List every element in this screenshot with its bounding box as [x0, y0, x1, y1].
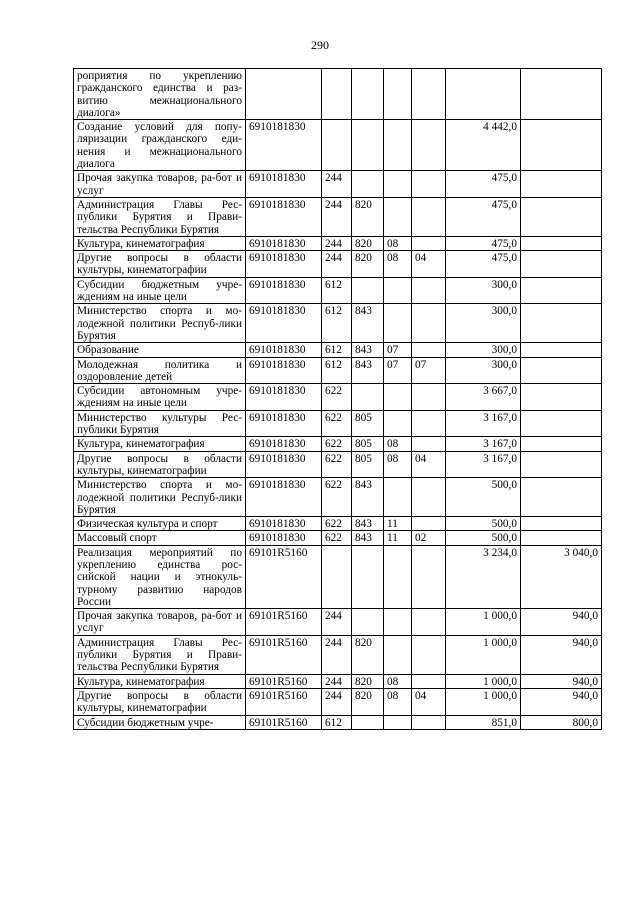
- cell-target-code: 6910181830: [246, 384, 322, 411]
- cell-department: 805: [352, 451, 384, 478]
- cell-name: Прочая закупка товаров, ра-бот и услуг: [74, 609, 246, 636]
- cell-subsection: [412, 384, 446, 411]
- cell-name: Образование: [74, 343, 246, 357]
- cell-sum-2: [521, 451, 602, 478]
- cell-section: 11: [384, 531, 412, 545]
- cell-target-code: 69101R5160: [246, 545, 322, 608]
- cell-sum-2: [521, 531, 602, 545]
- table-row: [74, 688, 602, 715]
- cell-expense-type: 622: [322, 451, 352, 478]
- cell-sum-2: [521, 197, 602, 236]
- table-row: [74, 545, 602, 608]
- cell-name: Прочая закупка товаров, ра-бот и услуг: [74, 171, 246, 198]
- cell-target-code: 6910181830: [246, 451, 322, 478]
- cell-target-code: 6910181830: [246, 437, 322, 451]
- cell-expense-type: 244: [322, 609, 352, 636]
- cell-subsection: [412, 674, 446, 688]
- cell-department: [352, 120, 384, 171]
- cell-expense-type: 612: [322, 304, 352, 343]
- cell-target-code: 69101R5160: [246, 635, 322, 674]
- cell-subsection: 04: [412, 451, 446, 478]
- cell-section: [384, 478, 412, 517]
- cell-subsection: [412, 635, 446, 674]
- cell-subsection: [412, 343, 446, 357]
- cell-sum-2: [521, 171, 602, 198]
- cell-sum-2: [521, 517, 602, 531]
- cell-section: 08: [384, 451, 412, 478]
- cell-name: Культура, кинематография: [74, 674, 246, 688]
- cell-name: Другие вопросы в области культуры, кинематографии: [74, 451, 246, 478]
- cell-sum-1: 4 442,0: [446, 120, 521, 171]
- cell-expense-type: 244: [322, 197, 352, 236]
- cell-target-code: 69101R5160: [246, 688, 322, 715]
- cell-sum-1: 1 000,0: [446, 609, 521, 636]
- cell-department: [352, 277, 384, 304]
- cell-subsection: [412, 69, 446, 120]
- cell-sum-1: 475,0: [446, 236, 521, 250]
- cell-section: 07: [384, 357, 412, 384]
- cell-sum-2: 940,0: [521, 635, 602, 674]
- cell-target-code: 69101R5160: [246, 674, 322, 688]
- cell-target-code: 6910181830: [246, 531, 322, 545]
- cell-name: Министерство спорта и мо-лодежной политики Респуб-лики Бурятия: [74, 478, 246, 517]
- cell-expense-type: 612: [322, 277, 352, 304]
- cell-subsection: [412, 437, 446, 451]
- cell-section: 08: [384, 688, 412, 715]
- cell-target-code: 6910181830: [246, 197, 322, 236]
- cell-sum-2: [521, 478, 602, 517]
- cell-subsection: 07: [412, 357, 446, 384]
- table-row: [74, 277, 602, 304]
- table-row: [74, 437, 602, 451]
- table-row: [74, 715, 602, 729]
- cell-subsection: [412, 715, 446, 729]
- cell-sum-2: [521, 277, 602, 304]
- cell-target-code: 6910181830: [246, 120, 322, 171]
- cell-department: 843: [352, 304, 384, 343]
- cell-target-code: 69101R5160: [246, 715, 322, 729]
- cell-subsection: 04: [412, 251, 446, 278]
- cell-expense-type: 622: [322, 517, 352, 531]
- table-row: [74, 343, 602, 357]
- cell-department: 843: [352, 517, 384, 531]
- page-number: 290: [311, 38, 329, 52]
- cell-expense-type: [322, 69, 352, 120]
- cell-sum-2: 940,0: [521, 688, 602, 715]
- cell-section: [384, 171, 412, 198]
- cell-department: 820: [352, 236, 384, 250]
- cell-department: 843: [352, 343, 384, 357]
- cell-department: [352, 715, 384, 729]
- cell-department: 820: [352, 197, 384, 236]
- cell-name: Создание условий для попу-ляризации гражданского еди-нения и межнационального диалога: [74, 120, 246, 171]
- cell-sum-2: [521, 236, 602, 250]
- cell-section: [384, 304, 412, 343]
- cell-sum-1: 300,0: [446, 304, 521, 343]
- cell-name: Массовый спорт: [74, 531, 246, 545]
- cell-sum-2: 800,0: [521, 715, 602, 729]
- table-row: [74, 357, 602, 384]
- cell-subsection: [412, 545, 446, 608]
- cell-expense-type: [322, 545, 352, 608]
- cell-sum-1: 1 000,0: [446, 674, 521, 688]
- cell-section: [384, 277, 412, 304]
- cell-subsection: [412, 236, 446, 250]
- cell-section: [384, 635, 412, 674]
- cell-section: [384, 197, 412, 236]
- cell-target-code: 6910181830: [246, 277, 322, 304]
- cell-expense-type: 244: [322, 251, 352, 278]
- cell-name: Администрация Главы Рес-публики Бурятия и Прави-тельства Республики Бурятия: [74, 635, 246, 674]
- cell-subsection: [412, 120, 446, 171]
- cell-expense-type: 244: [322, 236, 352, 250]
- cell-sum-1: 500,0: [446, 478, 521, 517]
- cell-sum-2: [521, 251, 602, 278]
- table-row: [74, 236, 602, 250]
- table-row: [74, 410, 602, 437]
- cell-department: 820: [352, 674, 384, 688]
- budget-table: [73, 68, 602, 730]
- cell-expense-type: 622: [322, 410, 352, 437]
- cell-subsection: [412, 277, 446, 304]
- cell-sum-1: 300,0: [446, 343, 521, 357]
- cell-subsection: [412, 304, 446, 343]
- cell-sum-2: 3 040,0: [521, 545, 602, 608]
- cell-expense-type: [322, 120, 352, 171]
- cell-name: Другие вопросы в области культуры, кинематографии: [74, 688, 246, 715]
- cell-section: 07: [384, 343, 412, 357]
- cell-target-code: 6910181830: [246, 304, 322, 343]
- cell-name: роприятия по укреплению гражданского единства и раз-витию межнационального диалога»: [74, 69, 246, 120]
- cell-sum-2: 940,0: [521, 674, 602, 688]
- table-row: [74, 304, 602, 343]
- cell-sum-1: 300,0: [446, 277, 521, 304]
- table-row: [74, 451, 602, 478]
- cell-expense-type: 244: [322, 635, 352, 674]
- cell-expense-type: 612: [322, 715, 352, 729]
- cell-section: 08: [384, 236, 412, 250]
- cell-expense-type: 622: [322, 478, 352, 517]
- cell-sum-1: 1 000,0: [446, 688, 521, 715]
- cell-subsection: [412, 410, 446, 437]
- cell-target-code: 6910181830: [246, 236, 322, 250]
- cell-name: Физическая культура и спорт: [74, 517, 246, 531]
- cell-expense-type: 244: [322, 688, 352, 715]
- cell-subsection: [412, 197, 446, 236]
- cell-department: 805: [352, 437, 384, 451]
- table-row: [74, 197, 602, 236]
- cell-target-code: 69101R5160: [246, 609, 322, 636]
- cell-sum-1: 3 234,0: [446, 545, 521, 608]
- cell-section: [384, 545, 412, 608]
- cell-section: 08: [384, 251, 412, 278]
- cell-expense-type: 622: [322, 384, 352, 411]
- cell-sum-2: [521, 120, 602, 171]
- cell-name: Культура, кинематография: [74, 236, 246, 250]
- cell-section: 08: [384, 437, 412, 451]
- cell-expense-type: 612: [322, 357, 352, 384]
- cell-name: Реализация мероприятий по укреплению единства рос-сийской нации и этнокуль-турному развитию народов России: [74, 545, 246, 608]
- cell-sum-1: 3 667,0: [446, 384, 521, 411]
- cell-target-code: 6910181830: [246, 357, 322, 384]
- cell-sum-1: 3 167,0: [446, 451, 521, 478]
- cell-sum-1: 851,0: [446, 715, 521, 729]
- cell-section: [384, 609, 412, 636]
- cell-target-code: 6910181830: [246, 410, 322, 437]
- cell-sum-2: [521, 384, 602, 411]
- cell-section: [384, 69, 412, 120]
- cell-section: 11: [384, 517, 412, 531]
- table-row: [74, 384, 602, 411]
- cell-name: Субсидии автономным учре-ждениям на иные цели: [74, 384, 246, 411]
- cell-sum-2: 940,0: [521, 609, 602, 636]
- cell-sum-1: 475,0: [446, 197, 521, 236]
- cell-sum-1: 500,0: [446, 531, 521, 545]
- cell-department: 820: [352, 688, 384, 715]
- cell-section: [384, 715, 412, 729]
- cell-sum-1: 475,0: [446, 171, 521, 198]
- cell-sum-2: [521, 304, 602, 343]
- cell-sum-1: 3 167,0: [446, 437, 521, 451]
- cell-department: [352, 609, 384, 636]
- cell-department: [352, 384, 384, 411]
- cell-subsection: [412, 517, 446, 531]
- cell-target-code: 6910181830: [246, 478, 322, 517]
- cell-name: Субсидии бюджетным учре-ждениям на иные цели: [74, 277, 246, 304]
- cell-department: 820: [352, 251, 384, 278]
- table-row: [74, 171, 602, 198]
- table-row: [74, 674, 602, 688]
- cell-sum-2: [521, 69, 602, 120]
- cell-department: 820: [352, 635, 384, 674]
- cell-name: Министерство спорта и мо-лодежной политики Респуб-лики Бурятия: [74, 304, 246, 343]
- cell-sum-1: 475,0: [446, 251, 521, 278]
- cell-department: [352, 69, 384, 120]
- cell-department: 843: [352, 531, 384, 545]
- cell-sum-1: [446, 69, 521, 120]
- table-row: [74, 635, 602, 674]
- cell-target-code: [246, 69, 322, 120]
- table-row: [74, 531, 602, 545]
- cell-target-code: 6910181830: [246, 251, 322, 278]
- cell-section: 08: [384, 674, 412, 688]
- cell-department: [352, 545, 384, 608]
- cell-name: Министерство культуры Рес-публики Бурятия: [74, 410, 246, 437]
- cell-name: Другие вопросы в области культуры, кинематографии: [74, 251, 246, 278]
- cell-subsection: 04: [412, 688, 446, 715]
- cell-name: Культура, кинематография: [74, 437, 246, 451]
- cell-name: Администрация Главы Рес-публики Бурятия и Прави-тельства Республики Бурятия: [74, 197, 246, 236]
- cell-target-code: 6910181830: [246, 171, 322, 198]
- cell-sum-2: [521, 437, 602, 451]
- table-row: [74, 69, 602, 120]
- cell-subsection: [412, 171, 446, 198]
- table-row: [74, 517, 602, 531]
- cell-section: [384, 410, 412, 437]
- table-row: [74, 120, 602, 171]
- cell-expense-type: 244: [322, 674, 352, 688]
- cell-name: Субсидии бюджетным учре-: [74, 715, 246, 729]
- cell-name: Молодежная политика и оздоровление детей: [74, 357, 246, 384]
- cell-target-code: 6910181830: [246, 343, 322, 357]
- cell-sum-1: 3 167,0: [446, 410, 521, 437]
- cell-expense-type: 612: [322, 343, 352, 357]
- cell-sum-2: [521, 357, 602, 384]
- cell-subsection: [412, 609, 446, 636]
- cell-subsection: 02: [412, 531, 446, 545]
- cell-sum-2: [521, 343, 602, 357]
- cell-section: [384, 120, 412, 171]
- cell-expense-type: 622: [322, 531, 352, 545]
- cell-sum-1: 300,0: [446, 357, 521, 384]
- table-row: [74, 251, 602, 278]
- cell-sum-1: 1 000,0: [446, 635, 521, 674]
- cell-target-code: 6910181830: [246, 517, 322, 531]
- cell-expense-type: 622: [322, 437, 352, 451]
- cell-department: 805: [352, 410, 384, 437]
- cell-department: 843: [352, 357, 384, 384]
- cell-expense-type: 244: [322, 171, 352, 198]
- cell-department: 843: [352, 478, 384, 517]
- cell-sum-2: [521, 410, 602, 437]
- cell-section: [384, 384, 412, 411]
- cell-subsection: [412, 478, 446, 517]
- table-row: [74, 609, 602, 636]
- cell-department: [352, 171, 384, 198]
- table-row: [74, 478, 602, 517]
- cell-sum-1: 500,0: [446, 517, 521, 531]
